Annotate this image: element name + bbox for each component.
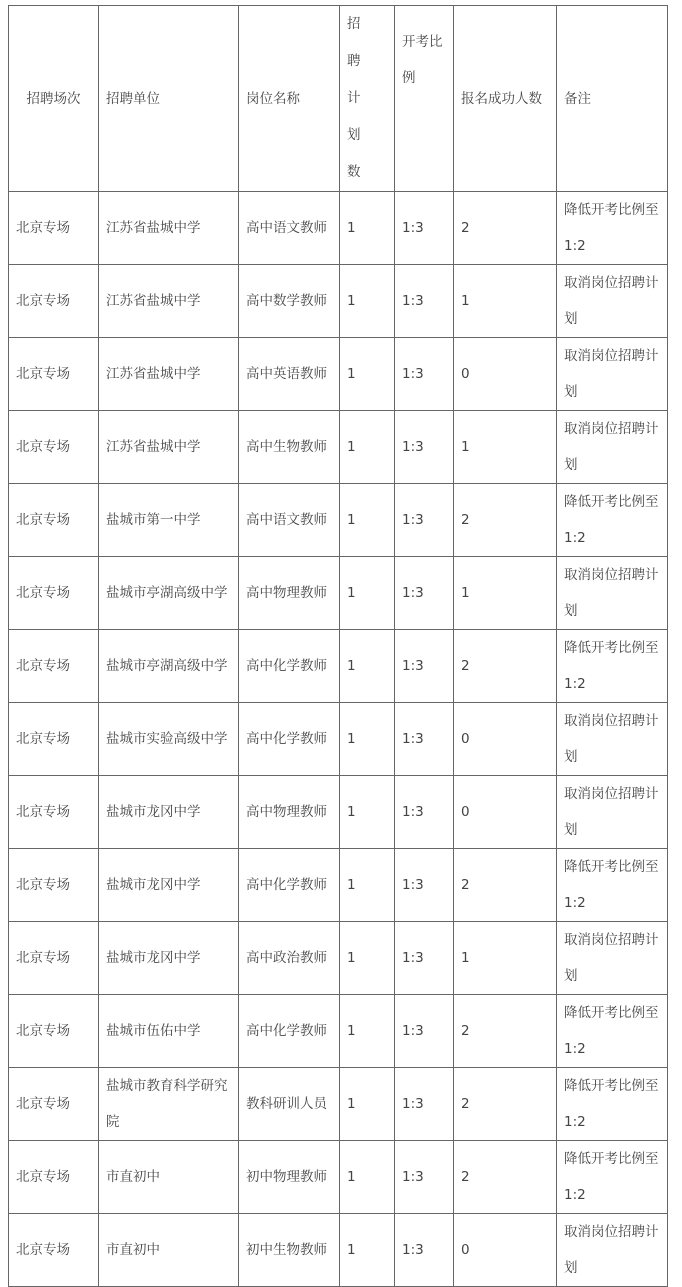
registered-count-cell: 2 — [454, 1068, 557, 1141]
table-row — [9, 484, 668, 557]
registered-count-cell: 2 — [454, 995, 557, 1068]
unit-cell: 江苏省盐城中学 — [99, 192, 239, 265]
remarks-cell: 降低开考比例至1:2 — [557, 995, 668, 1068]
exam-ratio-cell: 1:3 — [395, 411, 454, 484]
remarks-cell: 取消岗位招聘计划 — [557, 557, 668, 630]
session-cell: 北京专场 — [9, 1068, 99, 1141]
registered-count-cell: 1 — [454, 265, 557, 338]
remarks-cell: 降低开考比例至1:2 — [557, 1141, 668, 1214]
position-cell: 高中化学教师 — [239, 849, 340, 922]
exam-ratio-cell: 1:3 — [395, 557, 454, 630]
registered-count-cell: 2 — [454, 849, 557, 922]
plan-count-cell: 1 — [340, 703, 395, 776]
exam-ratio-cell: 1:3 — [395, 338, 454, 411]
table-row — [9, 776, 668, 849]
exam-ratio-cell: 1:3 — [395, 849, 454, 922]
remarks-cell: 降低开考比例至1:2 — [557, 484, 668, 557]
exam-ratio-cell: 1:3 — [395, 1214, 454, 1287]
unit-cell: 盐城市龙冈中学 — [99, 922, 239, 995]
registered-count-cell: 0 — [454, 776, 557, 849]
position-cell: 高中语文教师 — [239, 484, 340, 557]
remarks-cell: 取消岗位招聘计划 — [557, 703, 668, 776]
position-cell: 高中政治教师 — [239, 922, 340, 995]
remarks-cell: 取消岗位招聘计划 — [557, 411, 668, 484]
table-row — [9, 265, 668, 338]
table-row — [9, 995, 668, 1068]
plan-count-cell: 1 — [340, 1141, 395, 1214]
registered-count-cell: 2 — [454, 484, 557, 557]
table-row — [9, 557, 668, 630]
plan-count-cell: 1 — [340, 630, 395, 703]
table-row — [9, 192, 668, 265]
plan-count-cell: 1 — [340, 922, 395, 995]
unit-cell: 市直初中 — [99, 1141, 239, 1214]
unit-cell: 江苏省盐城中学 — [99, 265, 239, 338]
table-row — [9, 922, 668, 995]
exam-ratio-cell: 1:3 — [395, 1068, 454, 1141]
registered-count-cell: 0 — [454, 703, 557, 776]
session-cell: 北京专场 — [9, 411, 99, 484]
session-cell: 北京专场 — [9, 557, 99, 630]
unit-cell: 江苏省盐城中学 — [99, 338, 239, 411]
recruitment-table — [8, 5, 668, 1287]
remarks-cell: 取消岗位招聘计划 — [557, 338, 668, 411]
unit-cell: 盐城市第一中学 — [99, 484, 239, 557]
exam-ratio-cell: 1:3 — [395, 265, 454, 338]
plan-count-cell: 1 — [340, 776, 395, 849]
table-row — [9, 1141, 668, 1214]
plan-count-cell: 1 — [340, 1214, 395, 1287]
session-cell: 北京专场 — [9, 338, 99, 411]
unit-cell: 盐城市龙冈中学 — [99, 849, 239, 922]
plan-count-cell: 1 — [340, 1068, 395, 1141]
table-row — [9, 630, 668, 703]
remarks-cell: 取消岗位招聘计划 — [557, 922, 668, 995]
session-cell: 北京专场 — [9, 995, 99, 1068]
position-cell: 初中生物教师 — [239, 1214, 340, 1287]
position-cell: 高中英语教师 — [239, 338, 340, 411]
position-cell: 高中化学教师 — [239, 703, 340, 776]
header-session: 招聘场次 — [9, 6, 99, 192]
exam-ratio-cell: 1:3 — [395, 776, 454, 849]
remarks-cell: 取消岗位招聘计划 — [557, 265, 668, 338]
position-cell: 高中化学教师 — [239, 995, 340, 1068]
session-cell: 北京专场 — [9, 1141, 99, 1214]
position-cell: 高中数学教师 — [239, 265, 340, 338]
table-row — [9, 1214, 668, 1287]
table-row — [9, 849, 668, 922]
header-remarks: 备注 — [557, 6, 668, 192]
plan-count-cell: 1 — [340, 265, 395, 338]
unit-cell: 盐城市伍佑中学 — [99, 995, 239, 1068]
exam-ratio-cell: 1:3 — [395, 484, 454, 557]
remarks-cell: 降低开考比例至1:2 — [557, 630, 668, 703]
position-cell: 高中物理教师 — [239, 557, 340, 630]
session-cell: 北京专场 — [9, 703, 99, 776]
plan-count-cell: 1 — [340, 995, 395, 1068]
table-row — [9, 338, 668, 411]
registered-count-cell: 1 — [454, 922, 557, 995]
position-cell: 高中生物教师 — [239, 411, 340, 484]
remarks-cell: 降低开考比例至1:2 — [557, 849, 668, 922]
unit-cell: 市直初中 — [99, 1214, 239, 1287]
plan-count-cell: 1 — [340, 557, 395, 630]
session-cell: 北京专场 — [9, 630, 99, 703]
unit-cell: 盐城市亭湖高级中学 — [99, 630, 239, 703]
position-cell: 高中物理教师 — [239, 776, 340, 849]
exam-ratio-cell: 1:3 — [395, 630, 454, 703]
remarks-cell: 取消岗位招聘计划 — [557, 1214, 668, 1287]
header-plan-count: 招聘计划数 — [340, 6, 395, 192]
table-body — [9, 192, 668, 1287]
unit-cell: 盐城市亭湖高级中学 — [99, 557, 239, 630]
plan-count-cell: 1 — [340, 849, 395, 922]
session-cell: 北京专场 — [9, 1214, 99, 1287]
table-row — [9, 1068, 668, 1141]
session-cell: 北京专场 — [9, 849, 99, 922]
plan-count-cell: 1 — [340, 411, 395, 484]
registered-count-cell: 1 — [454, 557, 557, 630]
session-cell: 北京专场 — [9, 776, 99, 849]
table-header — [9, 6, 668, 192]
plan-count-cell: 1 — [340, 192, 395, 265]
header-row — [9, 6, 668, 192]
registered-count-cell: 2 — [454, 192, 557, 265]
header-registered-count: 报名成功人数 — [454, 6, 557, 192]
unit-cell: 盐城市教育科学研究院 — [99, 1068, 239, 1141]
header-exam-ratio: 开考比例 — [395, 6, 454, 192]
session-cell: 北京专场 — [9, 265, 99, 338]
exam-ratio-cell: 1:3 — [395, 192, 454, 265]
plan-count-cell: 1 — [340, 484, 395, 557]
table-row — [9, 703, 668, 776]
session-cell: 北京专场 — [9, 192, 99, 265]
exam-ratio-cell: 1:3 — [395, 703, 454, 776]
header-position: 岗位名称 — [239, 6, 340, 192]
registered-count-cell: 0 — [454, 338, 557, 411]
registered-count-cell: 2 — [454, 1141, 557, 1214]
header-unit: 招聘单位 — [99, 6, 239, 192]
exam-ratio-cell: 1:3 — [395, 995, 454, 1068]
position-cell: 高中语文教师 — [239, 192, 340, 265]
position-cell: 高中化学教师 — [239, 630, 340, 703]
position-cell: 初中物理教师 — [239, 1141, 340, 1214]
unit-cell: 江苏省盐城中学 — [99, 411, 239, 484]
remarks-cell: 取消岗位招聘计划 — [557, 776, 668, 849]
position-cell: 教科研训人员 — [239, 1068, 340, 1141]
exam-ratio-cell: 1:3 — [395, 1141, 454, 1214]
unit-cell: 盐城市龙冈中学 — [99, 776, 239, 849]
plan-count-cell: 1 — [340, 338, 395, 411]
remarks-cell: 降低开考比例至1:2 — [557, 192, 668, 265]
registered-count-cell: 1 — [454, 411, 557, 484]
registered-count-cell: 2 — [454, 630, 557, 703]
registered-count-cell: 0 — [454, 1214, 557, 1287]
session-cell: 北京专场 — [9, 484, 99, 557]
exam-ratio-cell: 1:3 — [395, 922, 454, 995]
unit-cell: 盐城市实验高级中学 — [99, 703, 239, 776]
table-row — [9, 411, 668, 484]
remarks-cell: 降低开考比例至1:2 — [557, 1068, 668, 1141]
session-cell: 北京专场 — [9, 922, 99, 995]
